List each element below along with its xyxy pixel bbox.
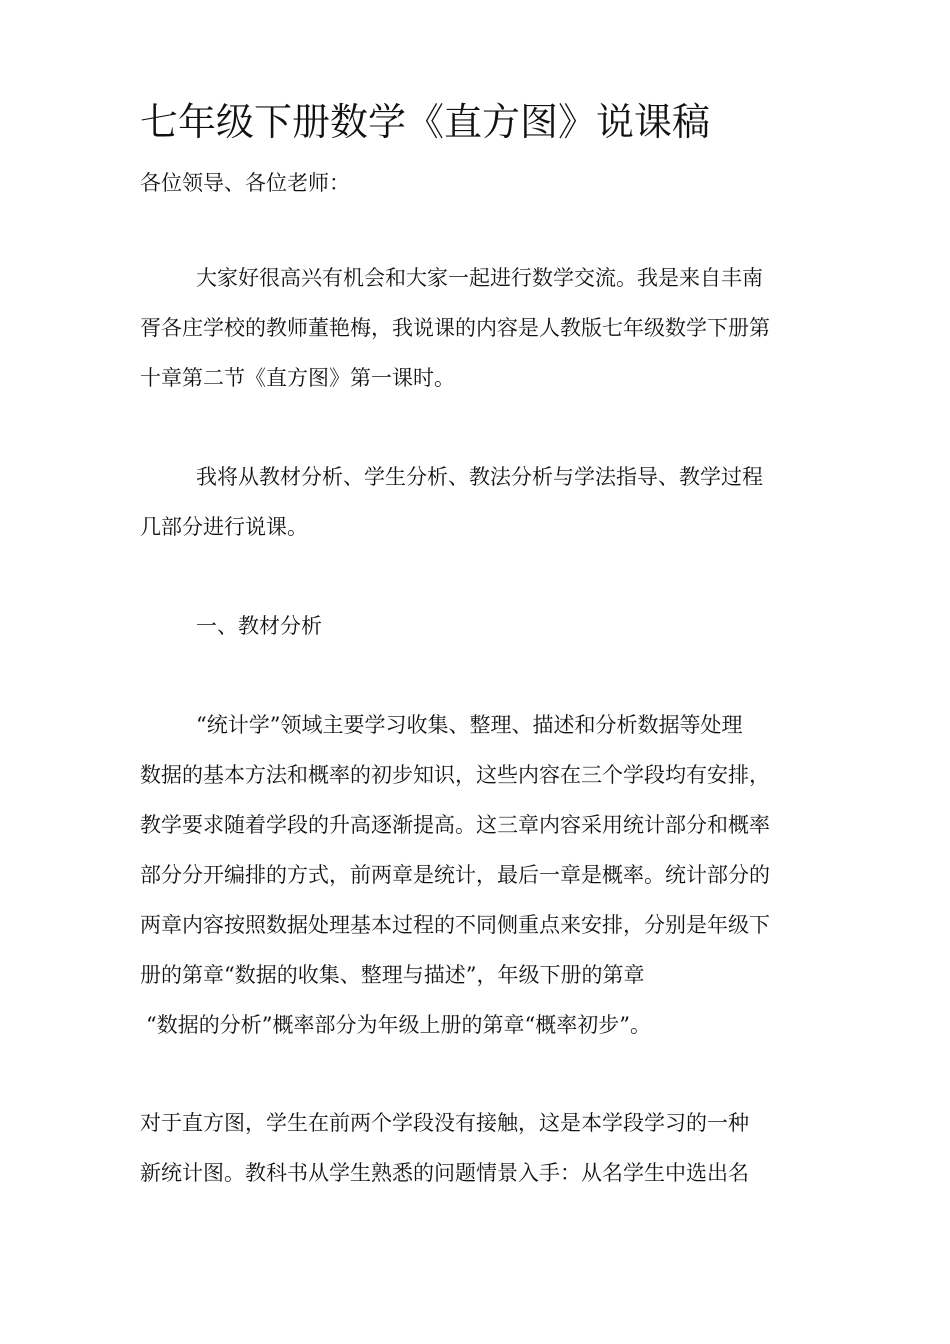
plan-line-2: 几部分进行说课。 (140, 515, 308, 539)
section1-line-4: 部分分开编排的方式，前两章是统计，最后一章是概率。统计部分的 (140, 863, 770, 887)
histogram-line-1: 对于直方图，学生在前两个学段没有接触，这是本学段学习的一种 (140, 1111, 749, 1135)
section1-line-6: 册的第章“数据的收集、整理与描述”，年级下册的第章 (140, 963, 645, 987)
section1-line-7: “数据的分析”概率部分为年级上册的第章“概率初步”。 (146, 1013, 651, 1037)
section1-line-1: “统计学”领域主要学习收集、整理、描述和分析数据等处理 (196, 713, 743, 737)
intro-line-1: 大家好很高兴有机会和大家一起进行数学交流。我是来自丰南 (196, 266, 763, 290)
section1-line-3: 教学要求随着学段的升高逐渐提高。这三章内容采用统计部分和概率 (140, 813, 770, 837)
section-heading-textbook-analysis: 一、教材分析 (196, 614, 322, 638)
section1-line-2: 数据的基本方法和概率的初步知识，这些内容在三个学段均有安排， (140, 763, 770, 787)
plan-line-1: 我将从教材分析、学生分析、教法分析与学法指导、教学过程 (196, 465, 763, 489)
intro-line-3: 十章第二节《直方图》第一课时。 (140, 366, 455, 390)
document-title: 七年级下册数学《直方图》说课稿 (140, 100, 711, 144)
section1-line-5: 两章内容按照数据处理基本过程的不同侧重点来安排，分别是年级下 (140, 913, 770, 937)
intro-line-2: 胥各庄学校的教师董艳梅，我说课的内容是人教版七年级数学下册第 (140, 316, 770, 340)
histogram-line-2: 新统计图。教科书从学生熟悉的问题情景入手：从名学生中选出名 (140, 1161, 749, 1185)
salutation: 各位领导、各位老师： (140, 171, 350, 195)
